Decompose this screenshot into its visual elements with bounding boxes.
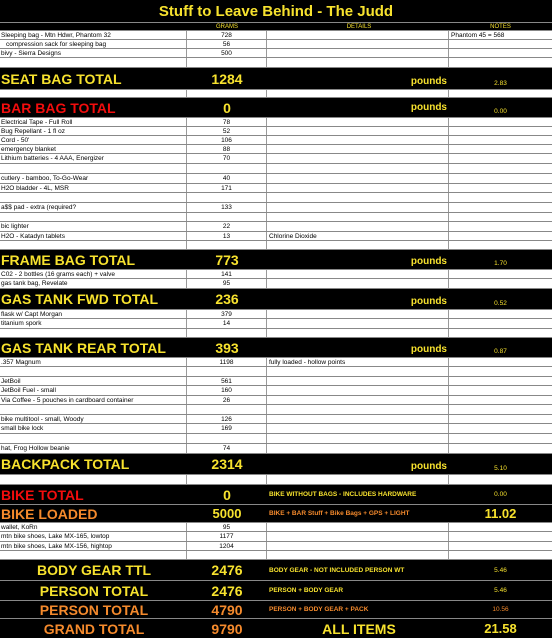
item-name: gas tank bag, Revelate bbox=[0, 279, 187, 288]
total-unit: pounds bbox=[410, 256, 447, 267]
table-row bbox=[0, 542, 552, 551]
item-details bbox=[267, 127, 449, 135]
table-row bbox=[0, 377, 552, 386]
title-row bbox=[0, 0, 552, 23]
item-notes bbox=[449, 523, 552, 531]
total-pounds: 0.00 bbox=[494, 108, 507, 115]
item-grams: 1177 bbox=[187, 532, 267, 541]
total-grams: 236 bbox=[215, 291, 239, 307]
gas-tank-fwd-total-row bbox=[0, 289, 552, 310]
table-row bbox=[0, 164, 552, 174]
item-name: emergency blanket bbox=[0, 145, 187, 153]
item-grams bbox=[187, 367, 267, 376]
item-grams bbox=[187, 90, 267, 97]
total-grams: 5000 bbox=[212, 506, 242, 521]
item-details: Chlorine Dioxide bbox=[267, 232, 449, 240]
table-row bbox=[0, 270, 552, 279]
item-grams: 13 bbox=[187, 232, 267, 240]
item-grams: 171 bbox=[187, 184, 267, 192]
total-grams: 2314 bbox=[211, 456, 243, 472]
total-details: BIKE + BAR Stuff + Bike Bags + GPS + LIGHT bbox=[269, 510, 410, 517]
item-grams: 379 bbox=[187, 310, 267, 318]
item-grams: 160 bbox=[187, 386, 267, 395]
seat-bag-total-row bbox=[0, 68, 552, 90]
item-grams: 561 bbox=[187, 377, 267, 385]
table-row bbox=[0, 193, 552, 203]
item-notes bbox=[449, 310, 552, 318]
item-notes bbox=[449, 49, 552, 57]
item-notes bbox=[449, 213, 552, 221]
total-label: BIKE LOADED bbox=[1, 505, 98, 522]
total-pounds: 2.83 bbox=[494, 80, 507, 87]
table-row bbox=[0, 551, 552, 560]
item-details bbox=[267, 145, 449, 153]
body-gear-total-row bbox=[0, 560, 552, 581]
item-grams bbox=[187, 164, 267, 173]
total-pounds: 0.00 bbox=[494, 491, 507, 498]
total-grams: 0 bbox=[223, 99, 231, 116]
item-details bbox=[267, 40, 449, 48]
item-name bbox=[0, 475, 187, 484]
item-grams: 14 bbox=[187, 319, 267, 328]
total-unit: pounds bbox=[410, 461, 447, 472]
item-name: Sleeping bag - Mtn Hdwr, Phantom 32 bbox=[0, 31, 187, 39]
table-row bbox=[0, 319, 552, 329]
item-details bbox=[267, 270, 449, 278]
item-details bbox=[267, 542, 449, 550]
item-grams: 141 bbox=[187, 270, 267, 278]
item-notes bbox=[449, 40, 552, 48]
table-row bbox=[0, 424, 552, 434]
total-pounds: 5.10 bbox=[494, 465, 507, 472]
bike-loaded-row bbox=[0, 505, 552, 523]
total-details: BODY GEAR - NOT INCLUDED PERSON WT bbox=[269, 566, 405, 574]
total-label: GAS TANK REAR TOTAL bbox=[1, 339, 166, 356]
item-notes bbox=[449, 118, 552, 126]
item-grams: 22 bbox=[187, 222, 267, 231]
item-grams: 74 bbox=[187, 444, 267, 453]
item-grams bbox=[187, 213, 267, 221]
total-pounds: 0.87 bbox=[494, 348, 507, 355]
item-details bbox=[267, 213, 449, 221]
item-details bbox=[267, 49, 449, 57]
table-row bbox=[0, 475, 552, 485]
table-row bbox=[0, 203, 552, 213]
table-row bbox=[0, 532, 552, 542]
item-details bbox=[267, 184, 449, 192]
table-row bbox=[0, 174, 552, 184]
item-details bbox=[267, 405, 449, 414]
header-row bbox=[0, 23, 552, 31]
item-grams: 728 bbox=[187, 31, 267, 39]
total-grams: 773 bbox=[215, 251, 239, 268]
item-name: JetBoil Fuel - small bbox=[0, 386, 187, 395]
item-name: a$$ pad - extra (required? bbox=[0, 203, 187, 212]
item-name: hat, Frog Hollow beanie bbox=[0, 444, 187, 453]
item-notes bbox=[449, 475, 552, 484]
item-grams: 133 bbox=[187, 203, 267, 212]
bar-bag-total-row bbox=[0, 98, 552, 118]
item-name bbox=[0, 551, 187, 559]
item-details bbox=[267, 329, 449, 337]
item-name: mtn bike shoes, Lake MX-165, lowtop bbox=[0, 532, 187, 541]
item-grams: 78 bbox=[187, 118, 267, 126]
item-notes bbox=[449, 58, 552, 67]
header-notes: NOTES bbox=[449, 23, 552, 30]
item-name: titanium spork bbox=[0, 319, 187, 328]
table-row bbox=[0, 118, 552, 127]
header-item bbox=[0, 23, 187, 30]
item-details bbox=[267, 377, 449, 385]
item-name bbox=[0, 58, 187, 67]
total-label: PERSON TOTAL bbox=[39, 601, 149, 618]
item-name bbox=[0, 405, 187, 414]
item-name: bike multitool - small, Woody bbox=[0, 415, 187, 423]
item-notes bbox=[449, 377, 552, 385]
item-grams bbox=[187, 475, 267, 484]
item-name: .357 Magnum bbox=[0, 358, 187, 366]
item-details: fully loaded - hollow points bbox=[267, 358, 449, 366]
item-notes bbox=[449, 542, 552, 550]
item-name bbox=[0, 164, 187, 173]
table-row bbox=[0, 49, 552, 58]
table-row bbox=[0, 90, 552, 98]
item-notes bbox=[449, 415, 552, 423]
item-details bbox=[267, 444, 449, 453]
item-details bbox=[267, 310, 449, 318]
person-total-row bbox=[0, 581, 552, 601]
total-grams: 2476 bbox=[211, 582, 243, 599]
item-name: compression sack for sleeping bag bbox=[0, 40, 187, 48]
item-name: Cord - 50' bbox=[0, 136, 187, 144]
item-name: Bug Repellant - 1 fl oz bbox=[0, 127, 187, 135]
item-grams: 1198 bbox=[187, 358, 267, 366]
total-label: BACKPACK TOTAL bbox=[1, 456, 130, 472]
item-details bbox=[267, 319, 449, 328]
item-details bbox=[267, 386, 449, 395]
total-label: BODY GEAR TTL bbox=[36, 562, 152, 578]
total-label: BAR BAG TOTAL bbox=[1, 99, 116, 116]
item-notes bbox=[449, 386, 552, 395]
item-notes bbox=[449, 444, 552, 453]
table-row bbox=[0, 329, 552, 338]
total-grams: 4790 bbox=[211, 601, 243, 618]
item-notes: Phantom 45 = 568 bbox=[451, 31, 505, 39]
item-notes bbox=[449, 154, 552, 163]
item-notes bbox=[449, 90, 552, 97]
total-pounds: 11.02 bbox=[484, 506, 517, 521]
person-pack-total-row bbox=[0, 601, 552, 619]
item-notes bbox=[449, 232, 552, 240]
total-label: PERSON TOTAL bbox=[39, 582, 149, 599]
item-grams: 95 bbox=[187, 523, 267, 531]
item-details bbox=[267, 532, 449, 541]
total-pounds: 21.58 bbox=[484, 621, 517, 636]
item-notes bbox=[449, 174, 552, 183]
total-pounds: 5.46 bbox=[494, 566, 507, 574]
table-row bbox=[0, 523, 552, 532]
item-notes bbox=[449, 279, 552, 288]
total-label: BIKE TOTAL bbox=[1, 486, 84, 503]
item-name: cutlery - bamboo, To-Go-Wear bbox=[0, 174, 187, 183]
item-name: mtn bike shoes, Lake MX-156, hightop bbox=[0, 542, 187, 550]
item-name: Via Coffee - 5 pouches in cardboard container bbox=[0, 396, 187, 404]
item-grams bbox=[187, 405, 267, 414]
total-details: BIKE WITHOUT BAGS - INCLUDES HARDWARE bbox=[269, 491, 417, 498]
item-grams bbox=[187, 241, 267, 249]
item-name: Lithium batteries - 4 AAA, Energizer bbox=[0, 154, 187, 163]
item-details bbox=[267, 174, 449, 183]
table-row bbox=[0, 222, 552, 232]
backpack-total-row bbox=[0, 454, 552, 475]
item-details bbox=[267, 154, 449, 163]
total-unit: pounds bbox=[410, 296, 447, 307]
table-row bbox=[0, 136, 552, 145]
item-grams: 169 bbox=[187, 424, 267, 433]
item-grams: 70 bbox=[187, 154, 267, 163]
total-grams: 9790 bbox=[211, 620, 243, 637]
total-label: GAS TANK FWD TOTAL bbox=[1, 291, 159, 307]
table-row bbox=[0, 444, 552, 454]
item-name: small bike lock bbox=[0, 424, 187, 433]
item-notes bbox=[449, 241, 552, 249]
item-notes bbox=[449, 136, 552, 144]
total-details: PERSON + BODY GEAR + PACK bbox=[269, 606, 369, 613]
item-grams bbox=[187, 551, 267, 559]
total-label: FRAME BAG TOTAL bbox=[1, 251, 136, 268]
total-pounds: 5.46 bbox=[494, 587, 507, 594]
item-notes bbox=[449, 424, 552, 433]
item-name bbox=[0, 213, 187, 221]
item-notes bbox=[449, 203, 552, 212]
item-notes bbox=[449, 358, 552, 366]
item-notes bbox=[449, 551, 552, 559]
item-details bbox=[267, 434, 449, 443]
total-label: GRAND TOTAL bbox=[43, 620, 145, 637]
total-unit: pounds bbox=[410, 102, 447, 113]
item-grams: 500 bbox=[187, 49, 267, 57]
item-details bbox=[267, 31, 449, 39]
item-grams: 106 bbox=[187, 136, 267, 144]
item-notes bbox=[449, 367, 552, 376]
total-details: ALL ITEMS bbox=[322, 620, 396, 637]
item-notes bbox=[449, 164, 552, 173]
item-name: Electrical Tape - Full Roll bbox=[0, 118, 187, 126]
table-row bbox=[0, 415, 552, 424]
item-notes bbox=[449, 222, 552, 231]
bike-total-row bbox=[0, 485, 552, 505]
item-details bbox=[267, 396, 449, 404]
table-row bbox=[0, 358, 552, 367]
item-name: bic lighter bbox=[0, 222, 187, 231]
grand-total-row bbox=[0, 619, 552, 638]
item-grams: 1204 bbox=[187, 542, 267, 550]
item-notes bbox=[449, 532, 552, 541]
sheet-title: Stuff to Leave Behind - The Judd bbox=[0, 0, 552, 22]
item-details bbox=[267, 58, 449, 67]
item-notes bbox=[449, 127, 552, 135]
item-notes bbox=[449, 319, 552, 328]
total-pounds: 0.52 bbox=[494, 300, 507, 307]
item-name bbox=[0, 90, 187, 97]
item-grams: 26 bbox=[187, 396, 267, 404]
total-unit: pounds bbox=[410, 344, 447, 355]
item-notes bbox=[449, 329, 552, 337]
item-notes bbox=[449, 396, 552, 404]
total-details: PERSON + BODY GEAR bbox=[269, 587, 344, 594]
item-details bbox=[267, 164, 449, 173]
item-grams: 56 bbox=[187, 40, 267, 48]
table-row bbox=[0, 184, 552, 193]
total-grams: 1284 bbox=[211, 70, 243, 87]
item-notes bbox=[449, 270, 552, 278]
table-row bbox=[0, 154, 552, 164]
header-details: DETAILS bbox=[267, 23, 449, 30]
item-grams bbox=[187, 193, 267, 202]
item-name: H2O bladder - 4L, MSR bbox=[0, 184, 187, 192]
item-grams bbox=[187, 434, 267, 443]
item-details bbox=[267, 118, 449, 126]
item-name: JetBoil bbox=[0, 377, 187, 385]
table-row bbox=[0, 434, 552, 444]
table-row bbox=[0, 127, 552, 136]
table-row bbox=[0, 386, 552, 396]
table-row bbox=[0, 58, 552, 68]
item-name bbox=[0, 241, 187, 249]
item-grams: 126 bbox=[187, 415, 267, 423]
item-details bbox=[267, 424, 449, 433]
item-details bbox=[267, 203, 449, 212]
item-grams: 88 bbox=[187, 145, 267, 153]
total-unit: pounds bbox=[410, 76, 447, 87]
item-name: wallet, KoRn bbox=[0, 523, 187, 531]
total-label: SEAT BAG TOTAL bbox=[1, 70, 122, 87]
table-row bbox=[0, 31, 552, 40]
table-row bbox=[0, 145, 552, 154]
item-name bbox=[0, 329, 187, 337]
item-details bbox=[267, 193, 449, 202]
item-details bbox=[267, 551, 449, 559]
table-row bbox=[0, 405, 552, 415]
item-details bbox=[267, 475, 449, 484]
item-grams: 52 bbox=[187, 127, 267, 135]
item-name bbox=[0, 193, 187, 202]
item-notes bbox=[449, 145, 552, 153]
item-notes bbox=[449, 193, 552, 202]
item-grams: 95 bbox=[187, 279, 267, 288]
item-name: H2O - Katadyn tablets bbox=[0, 232, 187, 240]
frame-bag-total-row bbox=[0, 250, 552, 270]
item-details bbox=[267, 523, 449, 531]
item-details bbox=[267, 241, 449, 249]
item-grams bbox=[187, 58, 267, 67]
table-row bbox=[0, 232, 552, 241]
item-notes bbox=[449, 434, 552, 443]
item-details bbox=[267, 367, 449, 376]
total-pounds: 1.70 bbox=[494, 260, 507, 267]
item-name: C02 - 2 bottles (16 grams each) + valve bbox=[0, 270, 187, 278]
item-details bbox=[267, 279, 449, 288]
total-grams: 2476 bbox=[211, 562, 243, 578]
total-pounds: 10.56 bbox=[492, 606, 509, 613]
item-grams bbox=[187, 329, 267, 337]
table-row bbox=[0, 40, 552, 49]
item-grams: 40 bbox=[187, 174, 267, 183]
table-row bbox=[0, 279, 552, 289]
item-name: flask w/ Capt Morgan bbox=[0, 310, 187, 318]
item-name bbox=[0, 367, 187, 376]
item-name: bivy - Sierra Designs bbox=[0, 49, 187, 57]
item-details bbox=[267, 136, 449, 144]
table-row bbox=[0, 213, 552, 222]
item-notes bbox=[449, 405, 552, 414]
total-grams: 0 bbox=[223, 486, 231, 503]
header-grams: GRAMS bbox=[187, 23, 267, 30]
gas-tank-rear-total-row bbox=[0, 338, 552, 358]
table-row bbox=[0, 367, 552, 377]
table-row bbox=[0, 396, 552, 405]
table-row bbox=[0, 241, 552, 250]
table-row bbox=[0, 310, 552, 319]
item-details bbox=[267, 222, 449, 231]
total-grams: 393 bbox=[215, 339, 239, 356]
item-notes bbox=[449, 184, 552, 192]
item-details bbox=[267, 415, 449, 423]
item-details bbox=[267, 90, 449, 97]
item-name bbox=[0, 434, 187, 443]
